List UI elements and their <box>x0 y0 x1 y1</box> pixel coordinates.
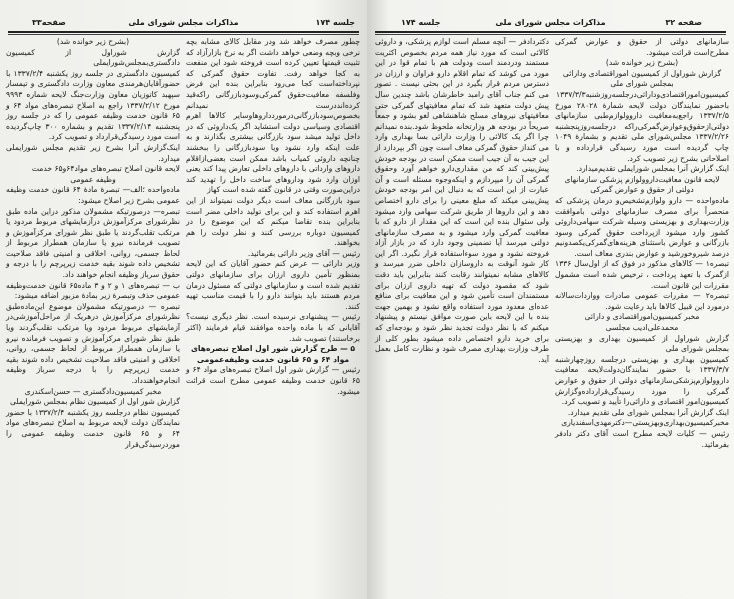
paragraph: رئیس — پیشنهادی نرسیده است. نظر دیگری نیست؟ آقایانی که با ماده واحده موافقند قیام فرمایند (اکثر برخاستند) تصویب شد. <box>186 312 360 343</box>
report-title: گزارش شوراول از کمیسیون دادگستری‌بمجلس‌شورایملی <box>6 47 180 68</box>
paragraph: کمیسیون بهداری و بهزیستی درجلسه روزچهارشنبه ۱۳۳۷/۳/۷ با حضور نمایندگان‌دولت‌لایحه معافیت داروولوازم‌پزشکی‌سازمانهای دولتی از حقوق و عوارض گمرکی را مورد رسیدگی‌قرارداده‌وگزارش کمیسیون‌امور اقتصادی و دارائی‌را تأیید و تصویب کرد. <box>555 354 729 407</box>
header-rule <box>8 31 359 35</box>
paragraph: ماده‌واحده — دارو ولوازم‌تشخیص‌و درمان پزشکی که منحصراً برای مصرف سازمانهای دولتی باموافقت وزارت‌بهداری و بهزیستی وسیله شرکت سهامی‌داروئی کشور وارد میشود ازپرداخت حقوق گمرکی وسود بازرگانی و عوارض باستثنای هزینه‌های‌گمرکی‌یکصدونیم درصد شیروخورشید و عوارض بندری معاف است. <box>555 195 729 258</box>
paragraph: رئیس — آقای وزیر دارائی بفرمائید. <box>247 248 360 258</box>
signature-line: مخبر کمیسیون‌دادگستری — حسن‌اسکندری <box>24 386 162 396</box>
text-column-right <box>555 37 729 450</box>
report-title: گزارش شوراول از کمیسیون اموراقتصادی ودارائی بمجلس شورای ملی <box>562 68 722 89</box>
paragraph: اینک‌گزارش آنرا بشرح زیر تقدیم مجلس شورایملی میدارد. <box>6 142 180 163</box>
page-number: صفحه۳۳ <box>32 18 66 27</box>
signature-line: مخبر کمیسیون‌اموراقتصادی و دارائی <box>584 312 700 322</box>
signature-line: مخبرکمیسیون‌بهداری‌وبهزیستی—دکترمهدی‌اسفندیاری <box>561 418 729 428</box>
paragraph: سازمانهای دولتی از حقوق و عوارض گمرکی مطرح‌است قرائت میشود. <box>555 37 729 57</box>
paragraph: کمیسیون‌اموراقتصادی‌ودارائی‌درجلسه‌روزشنبه۱۳۳۷/۳/۳ باحضور نمایندگان دولت لایحه شمارهٔ ۲۸۰۲۸ مورخ ۱۳۳۷/۲/۵ راجع‌به‌معافیت داروولوازم‌طبی سازمانهای دولتی‌ازحقوق‌وعوارض‌گمرکی‌راکه درجلسه‌روزپنجشنبه ۱۳۳۷/۲/۲۶ مجلس‌شورای ملی تقدیم و بشمارهٔ ۱۰۴۹ چاپ گردیده است مورد رسیدگی قرارداده و با اصلاحاتی بشرح زیر تصویب کرد. <box>555 89 729 163</box>
paragraph: اینک گزارش آنرا بمجلس شورایملی تقدیم‌میدارد. <box>576 164 729 174</box>
paragraph: تبصره۲ — مقررات عمومی صادرات وواردات‌سالانه درمورد این قبیل کالاها باید رعایت شود. <box>555 291 729 311</box>
paragraph: دکتردادفر — آنچه مسلم است لوازم پزشکی، و داروئی کالائی است که مورد نیاز همه مردم بخصوص اکثریت مستمند ودردمند است ودولت هم با تمام قوا در این مورد می کوشد که تمام اقلام دارو فراوان و ارزان در دسترس مردم قرار بگیرد در این بحثی نیست . تصور می کنم جناب آقای رامبد خاطرشان باشد چندین سال پیش دولت متعهد شد که تمام معافیتهای گمرکی حتی معافیتهای نیروهای مسلح شاهنشاهی لغو بشود و جمعاً صریحاً در بودجه هر وزارتخانه ملحوظ شود.بنده نمیدانم چرا اگر یک کالائی را وزارت دارائی بسا بهداری وارد می کنداز حقوق گمرکی معاف است چون اگر بپردازد از این جیب به آن جیب است ممکن است در بودجه خودش پیش‌بینی کند که من مقداری‌دارو خواهم آورد وحقوق گمرکی آن را میپردازم و اینکه‌وجوه مسئله است و آن عبارت از این است که به دنبال این امر بودجه خودش پیش‌بینی میکند که مبلغ معینی را برای دارو اختصاص دهد و این داروها از طریق شرکت سهامی وارد میشود ولی سئوال بنده این است که این مقدار از دارو که با معافیت گمرکی وارد میشود و به مصرف سازمانهای دولتی میرسد آیا تضمینی وجود دارد که در بازار آزاد فروخته نشود و مورد سوءاستفاده قرار نگیرد. اگر این کار شود آنوقت به داروسازان داخلی ضرر میرسد و کالاهای مشابه نمیتوانند رقابت کنند بنابراین باید دقت شود که مقصود دولت که تهیه داروی ارزان برای مستمندان است تأمین شود و این معافیت برای منافع عده‌ای معدود مورد استفاده واقع نشود و بهمین جهت بنده با این لایحه باین صورت موافق نیستم و پیشنهاد میکنم که با نظر دولت تجدید نظر شود و بودجه‌ای که برای خرید دارو اختصاص داده میشود بطور کلی از طرف وزارت بهداری مصرف شود و نظارت کامل بعمل آید. <box>375 37 549 364</box>
page-header <box>12 18 355 30</box>
paragraph: ماده‌واحده ؛الف— تبصرهٔ مادهٔ ۶۴ قانون خدمت وظیفه عمومی بشرح زیر اصلاح میشود: <box>6 185 181 205</box>
paragraph: وزیر دارائی — عرض کنم حضور آقایان که این لایحه بمنظور تأمین داروی ارزان برای سازمانهای دولتی تقدیم شده است و سازمانهای دولتی که مسئول درمان مردم هستند باید بتوانند دارو را با قیمت مناسب تهیه کنند. <box>186 259 360 311</box>
paragraph: کمیسیون دادگستری در جلسه روز یکشنبه ۱۳۳۷/۲/۴ با حضورآقایان‌هرمندی معاون وزارت دادگستری و تیمسار سپهبد کاتوزیان معاون وزارت‌جنگ لایحه شماره ۹۹۹۳ مورخ ۱۳۳۷/۲/۱۲ راجع به اصلاح تبصره‌های مواد ۶۴ و ۶۵ قانون خدمت وظیفه عمومی را که در جلسه روز پنجشنبه ۱۳۳۷/۲/۱۴ تقدیم و بشماره ۳۰۰ چاپ‌گردیده است مورد رسیدگی‌قرارداد و تصویب کرد. <box>6 68 180 142</box>
bill-title: لایحه قانون اصلاح تبصره‌های مواد۶۴و۶۵ خدمت <box>31 164 180 174</box>
right-page <box>367 0 734 599</box>
session-number: جلسه ۱۷۴ <box>315 18 355 27</box>
bill-title: وظیفه عمومی <box>70 174 116 184</box>
page-number: صفحه ۳۲ <box>665 18 702 27</box>
paragraph: (بشرح زیر خوانده شد) <box>56 37 130 46</box>
text-column-left <box>6 37 180 450</box>
running-title: مذاکرات مجلس شورای ملی <box>128 18 239 27</box>
text-column-left <box>375 37 549 365</box>
running-title: مذاکرات مجلس شورای ملی <box>495 18 606 27</box>
report-title: گزارش شور اول از کمیسیون نظام بمجلس شورایملی <box>9 397 180 407</box>
paragraph: تبصره — درصورتیکه مشمولان موضوع این‌ماده‌طبق نظرشورای مرکزآموزش درهریک از مراحل‌آموزشی‌در آزمایشهای مربوط مردود ویا مرتکب تقلب‌گردند ویا طبق نظر شورای مرکزآموزش و تصویب فرمانده نیرو یا سازمان همطراز مربوط از لحاظ جسمی، روانی، اخلاقی و امنیتی فاقد صلاحیت تشخیص داده شوند بقیه خدمت زیرپرچم را با درجه سرباز وظیفه انجام‌خواهند‌داد. <box>6 301 180 385</box>
paragraph: کمیسیون نظام درجلسه روز یکشنبه ۱۳۳۷/۲/۴ با حضور نمایندگان دولت لایحه مربوط به اصلاح تبصره‌های مواد ۶۴ و ۶۵ قانون خدمت وظیفه عمومی را مورد‌رسیدگی‌قرار <box>6 407 181 449</box>
paragraph: سود بازرگانی معاف است دیگر دولت نمیتواند از این اهرم استفاده کند و این برای تولید داخلی مضر است بنابراین بنده تقاضا میکنم که این موضوع را در کمیسیون دوباره بررسی کنند و نظر دولت را هم بخواهند. <box>186 195 360 248</box>
section-heading: ۵ — طرح گزارش شور اول اصلاح تبصره‌های مواد ۶۴ و ۶۵ قانون خدمت وظیفه‌عمومی <box>190 344 356 364</box>
signature-name: محمدعلی‌ادیب مجلسی <box>605 323 679 333</box>
paragraph: رئیس — کلیات لایحه مطرح است آقای دکتر دادفر بفرمائید. <box>555 428 729 449</box>
bill-title: لایحه قانون معافیت‌داروولوازم پزشکی سازمانهای دولتی از حقوق و عوارض گمرکی <box>564 174 720 195</box>
paragraph: تبصره۱ — کالاهای مذکور در فوق که از اول‌سال ۱۳۳۶ ازگمرک با تعهد پرداخت ، ترخیص شده است مشمول مقررات این قانون است. <box>555 259 729 290</box>
text-column-right <box>186 37 360 397</box>
paragraph: اینک گزارش آنرا بمجلس شورای ملی تقدیم میدارد. <box>567 407 729 417</box>
report-title: گزارش شوراول از کمیسیون بهداری و بهزیستی بمجلس شورای ملی <box>555 333 729 354</box>
paragraph: ب — تبصره‌های ۱ و ۲ و ۳ ماده۶۵ قانون خدمت‌وظیفه عمومی حذف وتبصرهٔ زیر بمادهٔ مزبور اضافه میشود: <box>6 280 180 301</box>
paragraph: (بشرح زیر خوانده شد) <box>605 58 679 68</box>
paragraph: رئیس — گزارش شور اول اصلاح تبصره‌های مواد ۶۴ و ۶۵ قانون خدمت وظیفه عمومی مطرح است قرائت میشود. <box>186 365 360 396</box>
paragraph: تبصره— درصورتیکه مشمولان مذکور دراین ماده طبق نظرشورای مرکزآموزش درآزمایشهای مربوط مردود یا مرتکب تقلب‌گردند یا طبق نظر شورای مرکزآموزش و تصویب فرمانده نیرو یا سازمان همطراز مربوط از لحاظ جسمی، روانی، اخلاقی و امنیتی فاقد صلاحیت تشخیص داده شوند بقیه خدمت زیرپرچم را با درجه و حقوق سرباز وظیفه انجام خواهند داد. <box>6 206 180 280</box>
paragraph: چطور مصرف خواهد شد ودر مقابل کالای مشابه بچه نرخی وبچه وضعی خواهد داشت اگر به نرخ بازارآزاد که تثبیت قیمتها تعیین کرده است فروخته شود این منفعت به کجا خواهد رفت. تفاوت حقوق گمرکی که نپرداخته‌است کجا می‌رود بنابراین بنده این فرض وفلسفه معافیت‌حقوق گمرکی‌وسودبازرگانی راکه‌قید کرده‌اند‌درست نمیدانم بخصوص‌سود‌بازرگانی‌درمورد‌داروها‌وسایر کالاها اهرم اقتصادی وسیاسی دولت استشاید اگر یک‌داروئی که در داخل تولید میشد سود بازرگانی بیشتری بگذارند و به علت اینکه وارد نشود ویا سودبازرگانی را ببخشند چنانچه داروئی کمیاب باشد ممکن است بعضی‌ازاقلام داروهای وارداتی با داروهای داخلی تعارض پیدا کند یعنی اوزان وارد شود وداروهای ساخت داخل را تهدید کند دراین‌صورت وقتی در قانون گفته شده است کهاز <box>186 37 360 195</box>
session-number: جلسه ۱۷۴ <box>401 18 441 27</box>
page-header <box>379 18 722 30</box>
header-rule <box>375 31 726 35</box>
